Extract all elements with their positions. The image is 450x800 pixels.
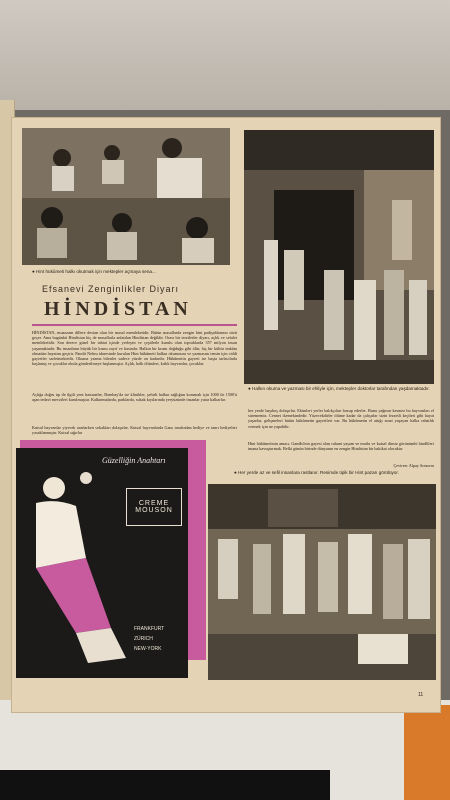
caption-market: ● Her yerde az ve sefil insanlara rastlanır. Resimde tipik bir Hint pazarı görülüyor. [234, 470, 399, 475]
photo-street-crowd-drawing [244, 130, 434, 384]
headline-underline [32, 324, 237, 326]
ad-city-2: ZÜRICH [134, 636, 153, 642]
magazine-page [12, 118, 440, 712]
ad-creme-mouson [16, 448, 188, 678]
headline-subtitle: Efsanevi Zenginlikler Diyarı [42, 284, 180, 294]
background-top [0, 0, 450, 110]
photo-children-school-drawing [22, 128, 230, 265]
article-col2-part2: Hint hükûmetinin amacı, Gandhi'nin gayesi olan ruhani yaşam ve mutlu ve kutsal dinsiz görünümlü hindlileri imana kavuşturmak. Belki günün birinde dünyanın en zengin Hindistan bir hakikat olacaktır. [248, 441, 434, 452]
ad-tagline: Güzelliğin Anahtarı [102, 456, 166, 465]
ad-brand-line1: CREME [138, 500, 170, 507]
article-signature: Çeviren: Alpay Sonuvar [393, 463, 434, 468]
ad-brand-line2: MOUSON [135, 507, 173, 514]
article-col1: HİNDİSTAN, muazzam dillere destan olan bir masal memleketidir. Bütün masallarda zengin hint padişahlarının sözü geçer. Ama bugünkü Hindistan hiç de masallarla anlatılan Hindistan değildir. Orası bir terzilerler diyarı, açlık ve sefalet memleketidir. Son derece güzel bir tabiat içinde yerleşen ve çeşitlerle kurulu olan topraklarda 357 milyon insan yaşamaktadır. Bu insanların büyük bir kısmı zayıf ve hastadır. Halkın bir kısmı doğduğu gibi ölür, hiç bir kültür imkânı olmadan hayatını geçirir. Pandit Nehru idaresinde kurulan Hint hükûmeti halkın okumasını ve yazmasını temin için ciddi gayretler sarfetmektedir. Okuma yazma bilenler sadece yüzde on kadardır. Hükûmetin gayreti ise başta tarlacılarla başlamış ve çocuklar okula gönderilmeye başlanmıştır. Açlık, halk ölümleri, kıtlık hayvanlar, çocuklar. [32, 330, 237, 367]
caption-top-left: ● Hint hükûmeti halkı okutmak için mektepler açmaya sena... [32, 269, 156, 274]
article-col1-part3: Kutsal hayvanlar yiyecek ararlarken sokakları dolaşırlar. Kutsal hayvanlarda Gaus tarafından hediye ve tanrı hediyeleri yasaklanmıştır. Kutsal sığırlar [32, 425, 237, 436]
photo-market [208, 484, 436, 680]
ad-city-1: FRANKFURT [134, 626, 165, 632]
photo-children-school [22, 128, 230, 265]
photo-market-drawing [208, 484, 436, 680]
ad-brand-box [126, 488, 182, 526]
ad-illustration [16, 448, 188, 678]
orange-object [404, 705, 450, 800]
ad-city-3: NEW-YORK [134, 646, 162, 652]
dark-object [0, 770, 330, 800]
article-col1-part2: Açlığa doğru tıp ile ilgili yeni hastaneler, Bombay'da ise klinikler, şehirli halkın sağlığını korumak için 1000 ile 1500'ü aşan tedavi mevzileri kurulmuştur. Kalkınmalarda, parklarda, sokak kıyılarında yeryüzünde insanlar yatar kalkarlar. [32, 392, 237, 403]
article-col2: her yerde başıboş dolaşırlar. Ekimleri yerler balıkçıları bozup ederler. Bunu yağmur kesmez bu hayvanları el sürememiz. Cennet ikemekindedir. Yüzecekdirler ölüme kadar da çalışırlar sizin lezzetli keçileri gibi hayat yaşarlar, gelişmeleri bütün hükûmetin gayretleri var. Bu hükûmetin el attığı arazi yaşayan halka rahatlık vermek için ne yapabilir. [248, 408, 434, 429]
page-number: 11 [418, 692, 424, 698]
photo-street-crowd [244, 130, 434, 384]
headline-title: HİNDİSTAN [44, 298, 192, 320]
caption-top-right: ● Halkın okuma ve yazması bir ehliyle için, mektepler doktorlar tarafından yaşdamaktadır. [248, 386, 430, 391]
